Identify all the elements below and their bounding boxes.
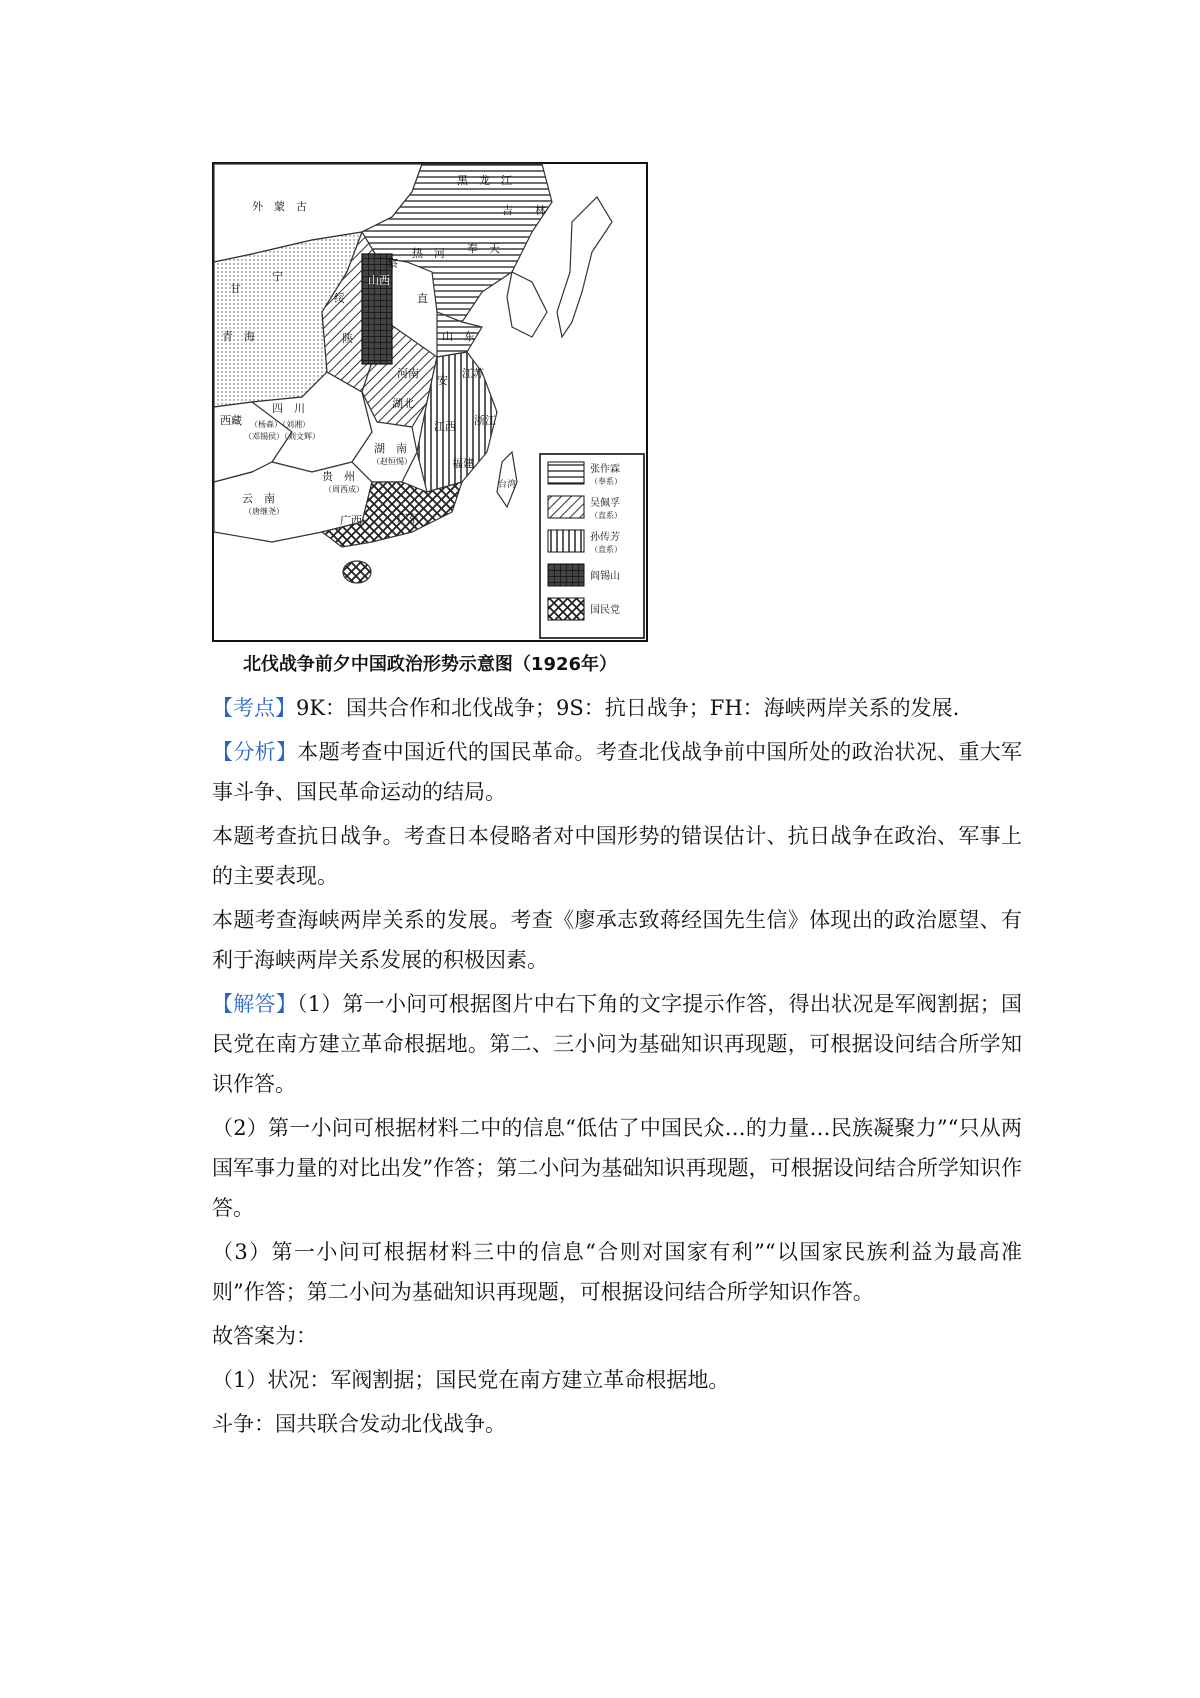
answer-content: [212, 688, 1022, 1448]
label-shandong: 山 东: [442, 330, 475, 343]
fenxi-text-3: 本题考查海峡两岸关系的发展。考查《廖承志致蒋经国先生信》体现出的政治愿望、有利于海峡两岸关系发展的积极因素。: [212, 908, 1022, 972]
label-outer-mongolia: 外 蒙 古: [252, 200, 307, 213]
legend-sub-wupeifu: （直系）: [590, 511, 622, 520]
label-sichuan-leaders2: （邓锡侯）（刘文辉）: [244, 432, 320, 441]
label-guangxi: 广西: [340, 514, 362, 527]
label-henan: 河南: [397, 367, 419, 380]
answer-intro: 故答案为：: [212, 1324, 317, 1348]
label-suiyuan: 绥: [334, 292, 345, 305]
legend-label-wupeifu: 吴佩孚: [590, 498, 620, 509]
label-xizang: 西藏: [220, 414, 242, 427]
label-taiwan: 台湾: [498, 480, 517, 490]
fenxi-text-2: 本题考查抗日战争。考查日本侵略者对中国形势的错误估计、抗日战争在政治、军事上的主要表现。: [212, 824, 1022, 888]
jieda-text-2: （2）第一小问可根据材料二中的信息“低估了中国民众…的力量…民族凝聚力”“只从两国军事力量的对比出发”作答；第二小问为基础知识再现题，可根据设问结合所学知识作答。: [212, 1116, 1022, 1220]
kaodian-text: 9K：国共合作和北伐战争；9S：抗日战争；FH：海峡两岸关系的发展.: [296, 696, 960, 720]
fenxi-tag: 【分析】: [212, 740, 298, 764]
label-ningxia: 宁: [272, 270, 283, 283]
label-fengtian: 奉 天: [467, 242, 500, 255]
label-zhili: 直: [417, 292, 428, 305]
fenxi-text-1: 本题考查中国近代的国民革命。考查北伐战争前中国所处的政治状况、重大军事斗争、国民革命运动的结局。: [212, 740, 1022, 804]
label-jiangxi: 江西: [434, 420, 456, 433]
legend-sub-sunchuanfang: （直系）: [590, 545, 622, 554]
fenxi-paragraph: [212, 732, 1022, 812]
label-sichuan: 四 川: [272, 402, 305, 415]
jieda-text-1: （1）第一小问可根据图片中右下角的文字提示作答，得出状况是军阀割据；国民党在南方建立革命根据地。第二、三小问为基础知识再现题，可根据设问结合所学知识作答。: [212, 992, 1023, 1096]
label-anhui: 安: [437, 374, 448, 387]
map-figure: [212, 162, 648, 642]
label-jiangsu: 江苏: [462, 367, 484, 380]
map-legend: [540, 454, 644, 638]
answer-line-1: （1）状况：军阀割据；国民党在南方建立革命根据地。: [212, 1368, 730, 1392]
label-yunnan-leader: （唐继尧）: [244, 507, 284, 516]
legend-sub-fengxi: （奉系）: [590, 477, 622, 486]
legend-swatch-fengxi: [548, 462, 584, 484]
legend-label-fengxi: 张作霖: [590, 464, 620, 475]
answer-line-2: 斗争：国共联合发动北伐战争。: [212, 1412, 506, 1436]
label-hunan: 湖 南: [374, 442, 407, 455]
region-yanxishan: [362, 254, 392, 364]
label-hunan-leader: （赵恒惕）: [372, 457, 412, 466]
label-qinghai: 青 海: [222, 330, 255, 343]
label-gansu: 甘: [230, 282, 241, 295]
map-caption: 北伐战争前夕中国政治形势示意图（1926年）: [242, 654, 618, 675]
label-sichuan-leaders1: （杨森）（刘湘）: [250, 420, 310, 429]
legend-swatch-wupeifu: [548, 496, 584, 518]
label-shanxi: 山西: [368, 274, 390, 287]
label-jilin: 吉 林: [502, 204, 546, 217]
jieda-tag: 【解答】: [212, 992, 297, 1016]
region-hainan: [343, 561, 371, 583]
label-guangdong: 广东: [397, 512, 419, 525]
label-chahar: 察: [387, 257, 398, 270]
legend-swatch-sunchuanfang: [548, 530, 584, 552]
jieda-text-3: （3）第一小问可根据材料三中的信息“合则对国家有利”“以国家民族利益为最高准则”作答；第二小问为基础知识再现题，可根据设问结合所学知识作答。: [212, 1240, 1022, 1304]
label-zhejiang: 浙江: [474, 414, 496, 427]
label-heilongjiang: 黑 龙 江: [457, 174, 512, 187]
label-guizhou-leader: （周西成）: [324, 485, 364, 494]
kaodian-tag: 【考点】: [212, 696, 296, 720]
legend-label-sunchuanfang: 孙传芳: [590, 532, 620, 543]
kaodian-paragraph: [212, 688, 1022, 728]
legend-swatch-guomindang: [548, 598, 584, 620]
label-shaanxi: 陕: [342, 332, 353, 345]
legend-swatch-yanxishan: [548, 564, 584, 586]
legend-label-yanxishan: 阎锡山: [590, 571, 620, 582]
label-yunnan: 云 南: [242, 492, 275, 505]
label-rehe: 热 河: [412, 247, 445, 260]
jieda-paragraph: [212, 984, 1022, 1104]
label-guizhou: 贵 州: [322, 470, 355, 483]
legend-label-guomindang: 国民党: [590, 605, 620, 616]
label-hubei: 湖北: [392, 397, 414, 410]
label-fujian: 福建: [452, 457, 474, 470]
